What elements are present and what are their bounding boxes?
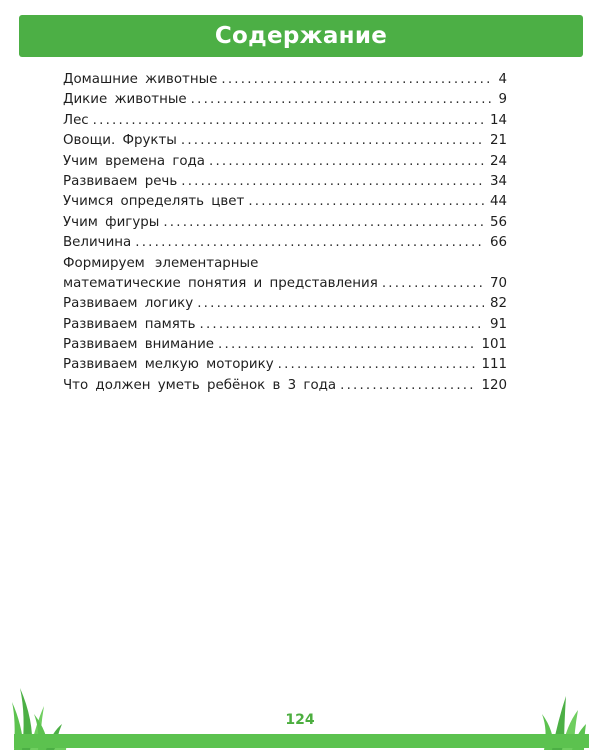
toc-entry[interactable] xyxy=(63,355,507,375)
dot-leader xyxy=(221,70,492,90)
toc-entry[interactable] xyxy=(63,152,507,172)
toc-entry-page: 56 xyxy=(489,214,507,230)
dot-leader xyxy=(382,274,484,294)
dot-leader xyxy=(197,294,484,314)
toc-entry-page: 66 xyxy=(489,235,507,251)
toc-entry-title: Учим времена года xyxy=(63,153,206,169)
toc-entry-page: 70 xyxy=(489,275,507,291)
toc-entry[interactable] xyxy=(63,294,507,314)
toc-entry-title: Что должен уметь ребёнок в 3 года xyxy=(63,377,337,393)
toc-entry-page: 44 xyxy=(489,194,507,210)
dot-leader xyxy=(278,355,476,375)
dot-leader xyxy=(248,192,484,212)
toc-entry-page: 9 xyxy=(498,92,507,108)
toc-entry-title: Формируем элементарные xyxy=(63,255,259,271)
dot-leader xyxy=(200,315,484,335)
toc-entry-page: 111 xyxy=(481,357,507,373)
table-of-contents xyxy=(63,70,507,396)
toc-entry[interactable] xyxy=(63,172,507,192)
toc-entry[interactable] xyxy=(63,315,507,335)
dot-leader xyxy=(93,111,484,131)
toc-entry[interactable] xyxy=(63,233,507,253)
toc-entry-title: Учим фигуры xyxy=(63,214,160,230)
title-banner xyxy=(19,15,583,57)
toc-entry-title: Дикие животные xyxy=(63,92,187,108)
dot-leader xyxy=(181,172,484,192)
toc-entry[interactable] xyxy=(63,192,507,212)
toc-entry-page: 91 xyxy=(489,316,507,332)
toc-entry[interactable] xyxy=(63,335,507,355)
toc-entry-page: 21 xyxy=(489,133,507,149)
toc-entry-title: Учимся определять цвет xyxy=(63,194,245,210)
toc-entry-page: 34 xyxy=(489,173,507,189)
toc-entry[interactable] xyxy=(63,213,507,233)
toc-entry-title: Домашние животные xyxy=(63,72,218,87)
toc-entry-page: 4 xyxy=(498,72,507,87)
toc-entry-title: Развиваем логику xyxy=(63,296,194,312)
dot-leader xyxy=(135,233,484,253)
page-title: Содержание xyxy=(214,23,388,49)
toc-entry-line2[interactable] xyxy=(63,274,507,294)
toc-entry-page: 24 xyxy=(489,153,507,169)
dot-leader xyxy=(181,131,484,151)
toc-entry-page: 82 xyxy=(489,296,507,312)
dot-leader xyxy=(218,335,475,355)
toc-entry-title: Развиваем речь xyxy=(63,173,178,189)
toc-entry-page: 14 xyxy=(489,112,507,128)
toc-entry-title: Развиваем мелкую моторику xyxy=(63,357,274,373)
toc-entry[interactable] xyxy=(63,111,507,131)
dot-leader xyxy=(340,376,475,396)
toc-entry-title: Величина xyxy=(63,235,132,251)
toc-entry-title: Лес xyxy=(63,112,89,128)
toc-entry-title-continued: математические понятия и представления xyxy=(63,275,378,291)
toc-entry-title: Овощи. Фрукты xyxy=(63,133,177,149)
toc-entry-title: Развиваем память xyxy=(63,316,196,332)
dot-leader xyxy=(191,90,493,110)
grass-ground-strip xyxy=(14,734,589,748)
dot-leader xyxy=(163,213,484,233)
page-number: 124 xyxy=(285,712,315,728)
toc-entry-page: 120 xyxy=(481,377,507,393)
toc-entry-page: 101 xyxy=(481,337,507,353)
toc-entry[interactable] xyxy=(63,90,507,110)
toc-entry[interactable] xyxy=(63,376,507,396)
toc-entry-line1[interactable] xyxy=(63,254,507,274)
toc-entry-title: Развиваем внимание xyxy=(63,337,215,353)
dot-leader xyxy=(209,152,484,172)
toc-entry[interactable] xyxy=(63,70,507,90)
toc-entry[interactable] xyxy=(63,131,507,151)
